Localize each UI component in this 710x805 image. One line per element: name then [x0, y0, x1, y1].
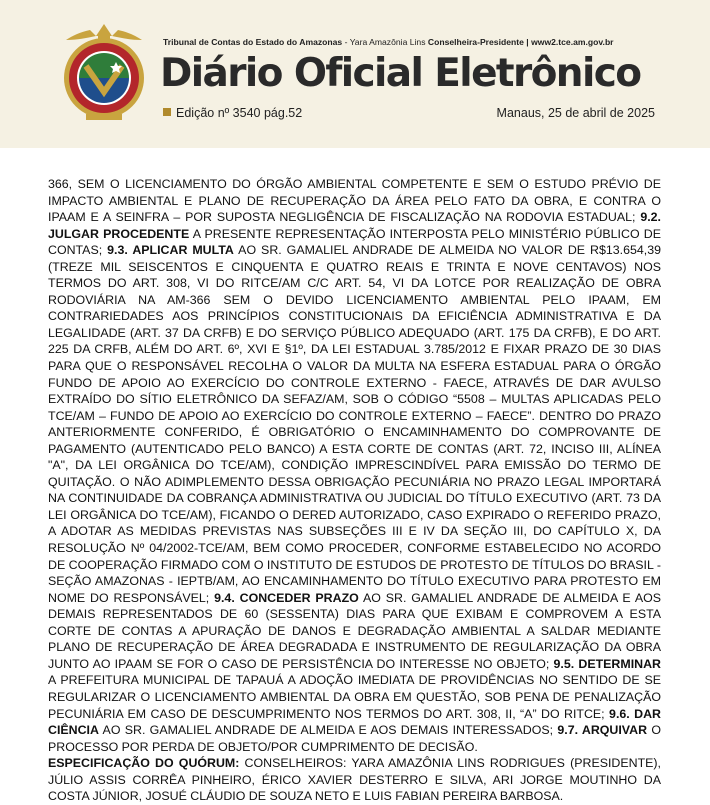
- president-role: Conselheira-Presidente: [427, 37, 524, 47]
- president-name: Yara Amazônia Lins: [349, 37, 426, 47]
- decision-text: A PREFEITURA MUNICIPAL DE TAPAUÁ A ADOÇÃO IMEDIATA DE PROVIDÊNCIAS NO SENTIDO DE SE REGULARIZAR O LICENCIAMENTO AMBIENTAL DA OBRA EM QUESTÃO, SOB PENA DE PENALIZAÇÃO PECUNIÁRIA EM CASO DE DESCUMPRIMENTO NOS TERMOS DO ART. 308, II, “A” DO RITCE;: [48, 673, 661, 721]
- decision-text: AO SR. GAMALIEL ANDRADE DE ALMEIDA NO VALOR DE R$13.654,39 (TREZE MIL SEISCENTOS E CINQUENTA E QUATRO REAIS E TRINTA E NOVE CENTAVOS) NOS TERMOS DO ART. 308, VI DO RITCE/AM C/C ART. 54, VI DA LOTCE POR REALIZAÇÃO DE OBRA RODOVIÁRIA NA AM-366 SEM O DEVIDO LICENCIAMENTO AMBIENTAL PELO IPAAM, EM CONTRARIEDADES AOS PRINCÍPIOS CONSTITUCIONAIS DA EFICIÊNCIA ADMINISTRATIVA E DA LEGALIDADE (ART. 37 DA CRFB) E DO SERVIÇO PÚBLICO ADEQUADO (ART. 175 DA CRFB), E DO ART. 225 DA CRFB, ALÉM DO ART. 6º, XVI E §1º, DA LEI ESTADUAL 3.785/2012 E FIXAR PRAZO DE 30 DIAS PARA QUE O RESPONSÁVEL RECOLHA O VALOR DA MULTA NA ESFERA ESTADUAL PARA O ÓRGÃO FUNDO DE APOIO AO EXERCÍCIO DO CONTROLE EXTERNO - FAECE, ATRAVÉS DE DAR AVULSO EXTRAÍDO DO SÍTIO ELETRÔNICO DA SEFAZ/AM, SOB O CÓDIGO “5508 – MULTAS APLICADAS PELO TCE/AM – FUNDO DE APOIO AO EXERCÍCIO DO CONTROLE EXTERNO – FAECE”. DENTRO DO PRAZO ANTERIORMENTE CONFERIDO, É OBRIGATÓRIO O ENCAMINHAMENTO DO COMPROVANTE DE PAGAMENTO (AUTENTICADO PELO BANCO) A ESTA CORTE DE CONTAS (ART. 72, INCISO III, ALÍNEA "A", DA LEI ORGÂNICA DO TCE/AM), CONDIÇÃO IMPRESCINDÍVEL PARA EMISSÃO DO TERMO DE QUITAÇÃO. O NÃO ADIMPLEMENTO DESSA OBRIGAÇÃO PECUNIÁRIA NO PRAZO LEGAL IMPORTARÁ NA CONTINUIDADE DA COBRANÇA ADMINISTRATIVA OU JUDICIAL DO TÍTULO EXECUTIVO (ART. 73 DA LEI ORGÂNICA DO TCE/AM), FICANDO O DERED AUTORIZADO, CASO EXPIRADO O REFERIDO PRAZO, A ADOTAR AS MEDIDAS PREVISTAS NAS SUBSEÇÕES III E IV DA SEÇÃO III, DO CAPÍTULO X, DA RESOLUÇÃO Nº 04/2002-TCE/AM, BEM COMO PROCEDER, CONFORME ESTABELECIDO NO ACORDO DE COOPERAÇÃO FIRMADO COM O INSTITUTO DE ESTUDOS DE PROTESTO DE TÍTULOS DO BRASIL - SEÇÃO AMAZONAS - IEPTB/AM, AO ENCAMINHAMENTO DO TÍTULO EXECUTIVO PARA PROTESTO EM NOME DO RESPONSÁVEL;: [48, 243, 661, 605]
- header-banner: [0, 0, 710, 148]
- header-topline: [163, 37, 614, 47]
- decision-heading: 9.7. ARQUIVAR: [557, 723, 648, 738]
- website-label: | www2.tce.am.gov.br: [526, 37, 614, 47]
- decision-text: 366, SEM O LICENCIAMENTO DO ÓRGÃO AMBIENTAL COMPETENTE E SEM O ESTUDO PRÉVIO DE IMPACTO AMBIENTAL E PLANO DE RECUPERAÇÃO DA ÁREA PELO FATO DA OBRA, E CONTRA O IPAAM E A SEINFRA – POR SUPOSTA NEGLIGÊNCIA DE FISCALIZAÇÃO NA RODOVIA ESTADUAL;: [48, 177, 661, 225]
- decision-heading: 9.3. APLICAR MULTA: [107, 243, 234, 258]
- decision-heading: 9.2. JULGAR PROCEDENTE: [48, 210, 661, 241]
- decision-heading: 9.6. DAR CIÊNCIA: [48, 706, 661, 738]
- institution-name: Tribunal de Contas do Estado do Amazonas: [163, 37, 343, 47]
- topline-separator: -: [342, 37, 350, 47]
- decision-text: A PRESENTE REPRESENTAÇÃO INTERPOSTA PELO MINISTÉRIO PÚBLICO DE CONTAS;: [48, 226, 661, 258]
- decision-text: O PROCESSO POR PERDA DE OBJETO/POR CUMPRIMENTO DE DECISÃO.: [48, 723, 661, 754]
- publication-date: Manaus, 25 de abril de 2025: [496, 106, 655, 120]
- decision-heading: 9.5. DETERMINAR: [553, 656, 661, 671]
- quorum-label: ESPECIFICAÇÃO DO QUÓRUM:: [48, 756, 240, 771]
- coat-of-arms-icon: [56, 22, 152, 126]
- edition-info: [163, 106, 302, 120]
- document-body: [48, 176, 661, 805]
- decision-text: AO SR. GAMALIEL ANDRADE DE ALMEIDA E AOS DEMAIS REPRESENTADOS DE 60 (SESSENTA) DIAS PARA QUE EXIBAM E COMPROVEM A ESTA CORTE DE CONTAS A APURAÇÃO DE DANOS E DEGRADAÇÃO AMBIENTAL A SALDAR MEDIANTE PLANO DE RECUPERAÇÃO DE ÁREA DEGRADADA E INSTRUMENTO DE REGULARIZAÇÃO DA OBRA JUNTO AO IPAAM SE FOR O CASO DE PERSISTÊNCIA DO INTERESSE NO OBJETO;: [48, 590, 662, 671]
- quorum-paragraph: [48, 755, 661, 805]
- decision-paragraph: [48, 176, 661, 755]
- quorum-text: CONSELHEIROS: YARA AMAZÔNIA LINS RODRIGUES (PRESIDENTE), JÚLIO ASSIS CORRÊA PINHEIRO, ÉRICO XAVIER DESTERRO E SILVA, ARI JORGE MOUTINHO DA COSTA JÚNIOR, JOSUÉ CLÁUDIO DE SOUZA NETO E LUIS FABIAN PEREIRA BARBOSA.: [48, 756, 661, 804]
- decision-text: AO SR. GAMALIEL ANDRADE DE ALMEIDA E AOS DEMAIS INTERESSADOS;: [98, 723, 558, 738]
- edition-label: Edição nº 3540 pág.52: [176, 106, 303, 120]
- square-bullet-icon: [163, 108, 171, 116]
- decision-heading: 9.4. CONCEDER PRAZO: [214, 590, 359, 605]
- page-title: Diário Oficial Eletrônico: [160, 51, 641, 96]
